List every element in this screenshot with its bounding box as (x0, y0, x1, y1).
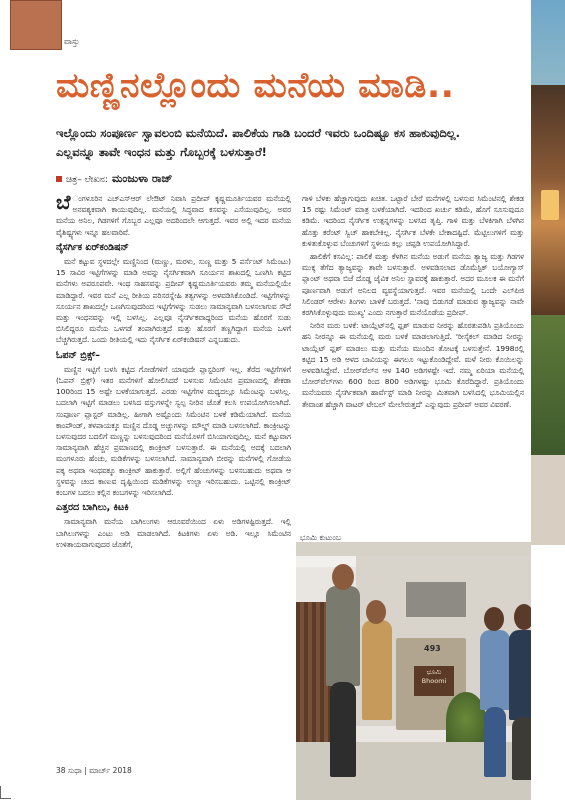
family-photo (296, 542, 531, 800)
name-plate (414, 666, 454, 696)
edge-lamp (541, 190, 559, 220)
section-label: ವಾಸ್ತು (64, 37, 80, 46)
paragraph-tall-doors: ಸಾಮಾನ್ಯವಾಗಿ ಮನೆಯ ಬಾಗಿಲುಗಳು ಆರೂವರೆಯಿಂದ ಏಳು ಅಡಿಗಳಷ್ಟಿರುತ್ತದೆ. ಇಲ್ಲಿ ಬಾಗಿಲುಗಳನ್ನು ಎಂಟು ಅಡಿ ಮಾಡಲಾಗಿದೆ. ಕಿಟಕಿಗಳು ಏಳು ಅಡಿ. ಇಲ್ಲೂ ಸಿಮೆಂಟಿನ ಉಳಿತಾಯವಾಗುವುದರ ಜೊತೆಗೆ, (56, 517, 291, 549)
article-lead: ಇಲ್ಲೊಂದು ಸಂಪೂರ್ಣ ಸ್ವಾವಲಂಬಿ ಮನೆಯಿದೆ. ಪಾಲಿಕೆಯ ಗಾಡಿ ಬಂದರೆ ಇವರು ಒಂದಿಷ್ಟೂ ಕಸ ಹಾಕುವುದಿಲ್ಲ. ಎಲ್ಲವನ್ನೂ ತಾವೇ ಇಂಧನ ಮತ್ತು ಗೊಬ್ಬರಕ್ಕೆ ಬಳಸುತ್ತಾರೆ! (56, 126, 460, 159)
person-3-head (484, 607, 504, 631)
house-number: 493 (424, 644, 441, 653)
intro-text: ಂಗಳೂರಿನ ಎಚ್‌ಎಸ್‌ಆರ್ ಲೇಔಟ್ ನಿವಾಸಿ ಪ್ರದೀಪ್ ಕೃಷ್ಣಮೂರ್ತಿಯವರ ಮನೆಯಲ್ಲಿ ಅನವಶ್ಯಕವಾಗಿ ಕಾಯುವುದಿಲ್ಲ. ಮನೆಯಲ್ಲಿ ಸಿದ್ಧವಾದ ಕಸವನ್ನು ಎಸೆಯುವುದಿಲ್ಲ. ಅವರ ಮನೆಯ ಅನಿಲ, ಗಿಡಗಳಿಗೆ ಗೊಬ್ಬರ ಎಲ್ಲವೂ ಅದರಿಂದಲೇ ಆಗುತ್ತದೆ. ಇವರ ಅಲ್ಲಿ ಇದರ ಮನೆಯ ವೈಶಿಷ್ಟ್ಯಗಳು ಇನ್ನೂ ಹಲವಾರಿವೆ. (56, 194, 291, 237)
crop-mark (0, 786, 11, 799)
person-2-head (366, 600, 386, 624)
person-2-body (362, 620, 392, 720)
person-1-head (332, 564, 354, 590)
edge-sky (531, 0, 565, 85)
paragraph-water-reuse: ನೀರಿನ ಮರು ಬಳಕೆ: ಟಾಯ್ಲೆಟ್‌ನಲ್ಲಿ ಫ್ಲಶ್ ಮಾಡುವ ನೀರನ್ನು ಹೊರತುಪಡಿಸಿ ಪ್ರತಿಯೊಂದು ಹನಿ ನೀರನ್ನೂ ಈ ಮನೆಯಲ್ಲಿ ಮರು ಬಳಕೆ ಮಾಡಲಾಗುತ್ತಿದೆ. 'ರೀಸೈಕಲ್ ಮಾಡಿದ ನೀರನ್ನು ಟಾಯ್ಲೆಟ್ ಫ್ಲಶ್ ಮಾಡಲು ಮತ್ತು ಮನೆಯ ಮುಂದಿನ ತೋಟಕ್ಕೆ ಬಳಸುತ್ತೇನೆ. 1998ರಲ್ಲಿ ಕಟ್ಟಿದ 15 ಅಡಿ ಆಳದ ಬಾವಿಯನ್ನು ಈಗಲೂ ಇಟ್ಟುಕೊಂಡಿದ್ದೇವೆ. ಮಳೆ ನೀರು ಕೊಯಿಲನ್ನು ಅಳವಡಿಸಿದ್ದೇವೆ. ಬೋರ್‌ವೆಲ್‌ನ ಆಳ 140 ಅಡಿಗಳಷ್ಟೇ ಇದೆ. ನಮ್ಮ ಏರಿಯಾ ಮನೆಯಲ್ಲಿ ಬೋರ್‌ವೆಲ್‌ಗಳು 600 ರಿಂದ 800 ಅಡಿಗಳಷ್ಟು ಭೂಮಿ ಕೊರೆದಿದ್ದಾರೆ. ಪ್ರತಿಯೊಂದು ಮನೆಯವರು ನೈಸರ್ಗಿಕವಾಗಿ ಹಾರ್ವೆಸ್ಟ್ ಮಾಡಿ ನೀರನ್ನು ಮಿತವಾಗಿ ಬಳಸಿದಲ್ಲಿ ಭೂಮಿಯಲ್ಲಿನ ತೇವಾಂಶ ಹೆಚ್ಚಾಗಿ ವಾಟರ್ ಟೇಬಲ್ ಮೇಲೇರುತ್ತದೆ' ಎನ್ನುವುದು ಪ್ರದೀಪ್ ಅವರ ವಿವರಣೆ. (302, 321, 524, 409)
person-4-legs (512, 717, 531, 780)
byline (56, 172, 173, 186)
photo-caption: ಭೂಮಿ ಕುಟುಂಬ (300, 533, 341, 542)
subheading-natural-ac: ನೈಸರ್ಗಿಕ ಏರ್‌ಕಂಡಿಷನ್ (56, 241, 129, 253)
intro-paragraph (56, 193, 291, 238)
paragraph-open-bricks: ಮಣ್ಣಿನ ಇಟ್ಟಿಗೆ ಬಳಸಿ ಕಟ್ಟಿದ ಗೋಡೆಗಳಿಗೆ ಯಾವುದೇ ಪ್ಲಾಸ್ಟರಿಂಗ್ ಇಲ್ಲ. ತೆರೆದ ಇಟ್ಟಿಗೆಗಳಿಗೆ (ಓಪನ್ ಬ್ರಿಕ್ಸ್) ಇತರ ಮನೆಗಳಿಗೆ ಹೋಲಿಸಿದರೆ ಬಳಸುವ ಸಿಮೆಂಟಿನ ಪ್ರಮಾಣದಲ್ಲಿ ಶೇಕಡಾ 100ರಿಂದ 15 ಅಷ್ಟೇ ಬಳಕೆಯಾಗುತ್ತದೆ. ಎರಡು ಇಟ್ಟಿಗೆಗಳ ಮಧ್ಯದಲ್ಲೂ ಸಿಮೆಂಟನ್ನು ಬಳಸಿಲ್ಲ. ಬದಲಾಗಿ ಇಟ್ಟಿಗೆ ಮಾಡಲು ಬಳಸಿದ ವಸ್ತುಗಳನ್ನೇ ಸ್ವಲ್ಪ ನೀರಿನ ಜೊತೆ ಕಲಸಿ ಉಪಯೋಗಿಸಲಾಗಿದೆ. ಸಂಪೂರ್ಣ ಪ್ಲಾಸ್ಟರ್ ಮಾಡಿಲ್ಲ. ಹೀಗಾಗಿ ಅಷ್ಟೊಂದು ಸಿಮೆಂಟಿನ ಬಳಕೆ ಕಡಿಮೆಯಾಗಿದೆ. ಮನೆಯ ಕಾಂಪೌಂಡ್, ತಳಪಾಯಕ್ಕೂ ಮಣ್ಣಿನ ದೊಡ್ಡ ಅಚ್ಚುಗಳನ್ನು ಮೌಲ್ಡ್ ಮಾಡಿ ಬಳಸಲಾಗಿದೆ. ಕಾಂಕ್ರೀಟನ್ನು ಬಳಸುವುದರ ಬದಲಿಗೆ ಮಣ್ಣನ್ನು ಬಳಸುವುದರಿಂದ ಮನೆಯೊಳಗೆ ಬಿಸಿಯಾಗುವುದಿಲ್ಲ. ಮನೆ ಕಟ್ಟುವಾಗ ಸಾಮಾನ್ಯವಾಗಿ ಹೆಚ್ಚಿನ ಪ್ರಮಾಣದಲ್ಲಿ ಕಾಂಕ್ರೀಟ್ ಬಳಸುತ್ತಾರೆ. ಈ ಮನೆಯಲ್ಲಿ ಅದಕ್ಕೆ ಬದಲಾಗಿ ಮಂಗಳೂರು ಹೆಂಚು, ಮಡಿಕೆಗಳನ್ನು ಬಳಸಲಾಗಿದೆ. ಸಾಮಾನ್ಯವಾಗಿ ಬೀರನ್ನು ಮನೆಗಳಲ್ಲಿ ಗೋಡೆಯ ಪಕ್ಕ ಅಥವಾ ಇಂಥವಕ್ಕೂ ಕಾಂಕ್ರೀಟ್ ಹಾಕುತ್ತಾರೆ. ಅಲ್ಲಿಗೆ ಹೆಂಚುಗಳನ್ನು ಬಳಸಬಹುದು ಅಥವಾ ಆ ಸ್ಥಳವನ್ನು ಚಂದ ಕಾಣುವ ದೃಷ್ಟಿಯಿಂದ ಮಡಿಕೆಗಳನ್ನು ಉಲ್ಟಾ ಇರಿಸಬಹುದು. ಒಟ್ಟಿನಲ್ಲಿ ಕಾಂಕ್ರೀಟ್ ಕಂಬಗಳ ಬದಲು ಕಲ್ಲಿನ ಕಂಬಗಳನ್ನು ಇರಿಸಲಾಗಿದೆ. (56, 364, 291, 498)
person-3-legs (484, 707, 506, 777)
subheading-tall-doors: ಎತ್ತರದ ಬಾಗಿಲು, ಕಿಟಕಿ (56, 502, 129, 514)
drop-cap: ಬೆ (56, 193, 71, 214)
byline-prefix: ಚಿತ್ರ– ಲೇಖನ: (66, 175, 108, 185)
article-title: ಮಣ್ಣಿನಲ್ಲೊಂದು ಮನೆಯ ಮಾಡಿ.. (56, 66, 455, 106)
edge-foliage (531, 315, 565, 455)
name-plate-kannada: ಭೂಮಿ (426, 668, 442, 676)
photo-window (406, 582, 466, 617)
subheading-open-bricks: ಓಪನ್ ಬ್ರಿಕ್ಸ್‌– (56, 349, 100, 361)
byline-author: ಮಂಜುಳಾ ರಾಜ್ (111, 172, 173, 185)
right-column (302, 193, 524, 528)
edge-wall (531, 455, 565, 545)
paragraph-waste: ಹಾಲಿಕೆಗೆ ಕಸವಿಲ್ಲ: ಪಾಲಿಕೆ ಮತ್ತು ಕೆಳಗಿನ ಮನೆಯ ಅಡುಗೆ ಮನೆಯ ತ್ಯಾಜ್ಯ ಮತ್ತು ಗಿಡಗಳ ಮುಕ್ಕ ತೆಗೆದ ತ್ಯಾಜ್ಯವನ್ನು ತಾವೇ ಬಳಸುತ್ತಾರೆ. ಅಳವಡಿಸಲಾದ ಡೊಮೆಸ್ಟಿಕ್ ಬಯೋಗ್ಯಾಸ್ ಪ್ಲಾಂಟ್ ಅಥವಾ ಬಿಜೆ ದೊಡ್ಡ ಜೈವಿಕ ಅನಿಲ ಸ್ಥಾವರಕ್ಕೆ ಹಾಕುತ್ತಾರೆ. ಅದರ ಮೂಲಕ ಈ ಮನೆಗೆ ಪೂರ್ಣವಾಗಿ ಅಡುಗೆ ಅನಿಲದ ವ್ಯವಸ್ಥೆಯಾಗುತ್ತದೆ. ಇವರ ಮನೆಯಲ್ಲಿ ಒಂದೇ ಎಲ್‌ಪಿಜಿ ಸಿಲಿಂಡರ್ ಆರೇಳು ತಿಂಗಳು ಬಾಳಿಕೆ ಬರುತ್ತದೆ. 'ನಾವು ಬಿಡುಗಡೆ ಮಾಡುವ ತ್ಯಾಜ್ಯವನ್ನು ನಾವೇ ಕರಗಿಸಿಕೊಳ್ಳುವುದು ಮುಖ್ಯ' ಎಂದು ನಗುತ್ತಾರೆ ಮನೆಯೊಡೆಯ ಪ್ರದೀಪ್. (302, 252, 524, 318)
person-4-head (514, 604, 531, 630)
paragraph-ventilation: ಗಾಳಿ ಬೆಳಕು ಹೆಚ್ಚಾಗುವುದು ಖಚಿತ. ಒಟ್ಟಾರೆ ಬೇರೆ ಮನೆಗಳಲ್ಲಿ ಬಳಸುವ ಸಿಮೆಂಟಿನಲ್ಲಿ ಶೇಕಡ 15 ರಷ್ಟು ಸಿಮೆಂಟ್ ಮಾತ್ರ ಬಳಕೆಯಾಗಿದೆ. ಇದರಿಂದ ಖರ್ಚು ಕಡಿಮೆ, ಹೊಗೆ ಸೂಸುವುದೂ ಕಡಿಮೆ. ಇದರಿಂದ ನೈಸರ್ಗಿಕ ಉತ್ಪನ್ನಗಳನ್ನು ಬಳಸಿದ ತೃಪ್ತಿ. ಗಾಳಿ ಮತ್ತು ಬೆಳಕಿಗಾಗಿ ಬೆಳಗಿನ ಹೊತ್ತು ಕರೆಂಟ್ ಸ್ವಿಚ್ ಹಾಕಬೇಕಿಲ್ಲ. ನೈಸರ್ಗಿಕ ಬೆಳಕೇ ಬೇಕಾದಷ್ಟಿದೆ. ಮೆಟ್ಟಿಲುಗಳಿಗೆ ಮತ್ತು ಕುಳಿತುಕೊಳ್ಳುವ ಬೆಂಚುಗಳಿಗೆ ಸ್ಥಳೀಯ ಕಲ್ಲು ಚಪ್ಪಡಿ ಉಪಯೋಗಿಸಿದ್ದಾರೆ. (302, 194, 524, 248)
person-4-body (509, 630, 531, 720)
paragraph-natural-ac: ಮನೆ ಕಟ್ಟುವ ಸ್ಥಳದಲ್ಲೇ ಮಣ್ಣಿನಿಂದ (ಮಣ್ಣು, ಮರಳು, ಸುಣ್ಣ ಮತ್ತು 5 ಪರ್ಸೆಂಟ್ ಸಿಮೆಂಟು) 15 ಸಾವಿರ ಇಟ್ಟಿಗೆಗಳನ್ನು ಮಾಡಿ ಅವನ್ನು ನೈಸರ್ಗಿಕವಾಗಿ ಸೂರ್ಯನ ಶಾಖದಲ್ಲಿ ಒಣಗಿಸಿ ಕಟ್ಟಿದ ಮನೆಗಳು ಅಪರೂಪವೇ. ಇಂಥ ಸಾಹಸವನ್ನು ಪ್ರದೀಪ್ ಕೃಷ್ಣಮೂರ್ತಿಯವರು ತಮ್ಮ ಮನೆಯಲ್ಲಿಯೇ ಮಾಡಿದ್ದಾರೆ. ಇವರ ಮನೆ ಎಲ್ಲ ರೀತಿಯ ಪರಿಸರಸ್ನೇಹಿ ತತ್ವಗಳನ್ನು ಅಳವಡಿಸಿಕೊಂಡಿದೆ. ಇಟ್ಟಿಗೆಗಳನ್ನು ಸೂರ್ಯನ ಶಾಖದಲ್ಲೇ ಒಣಗಿಸುವುದರಿಂದ ಇಟ್ಟಿಗೆಗಳನ್ನು ಸುಡಲು ಸಾಮಾನ್ಯವಾಗಿ ಬಳಸಲಾಗುವ ಸೌದೆ ಮತ್ತು ಇಂಧನವನ್ನು ಇಲ್ಲಿ ಬಳಸಿಲ್ಲ. ಎಲ್ಲವೂ ನೈಸರ್ಗಿಕವಾದ್ದರಿಂದ ಮನೆಯ ಹೊರಗೆ ಸುಡು ಬಿಸಿಲಿದ್ದರೂ ಮನೆಯ ಒಳಗಡೆ ತಂಪಾಗಿರುತ್ತದೆ ಮತ್ತು ಹೊರಗೆ ತಣ್ಣಗಿದ್ದಾಗ ಮನೆಯ ಒಳಗೆ ಬೆಚ್ಚಗಿರುತ್ತದೆ. ಒಂದು ರೀತಿಯಲ್ಲಿ ಇದು ನೈಸರ್ಗಿಕ ಏರ್‌ಕಂಡಿಷನ್ ಎನ್ನಬಹುದು. (56, 257, 291, 345)
person-1-legs (330, 682, 356, 777)
person-3-body (480, 630, 510, 710)
section-thumbnail (10, 0, 62, 50)
person-1-body (326, 586, 360, 686)
name-plate-english: Bhoomi (421, 677, 447, 685)
edge-photo-strip (531, 0, 565, 800)
photo-eave (296, 542, 531, 556)
page-footer: 38 ಸುಧಾ | ಮಾರ್ಚ್ 2018 (56, 766, 132, 775)
left-column (56, 193, 291, 733)
byline-marker (56, 176, 62, 182)
